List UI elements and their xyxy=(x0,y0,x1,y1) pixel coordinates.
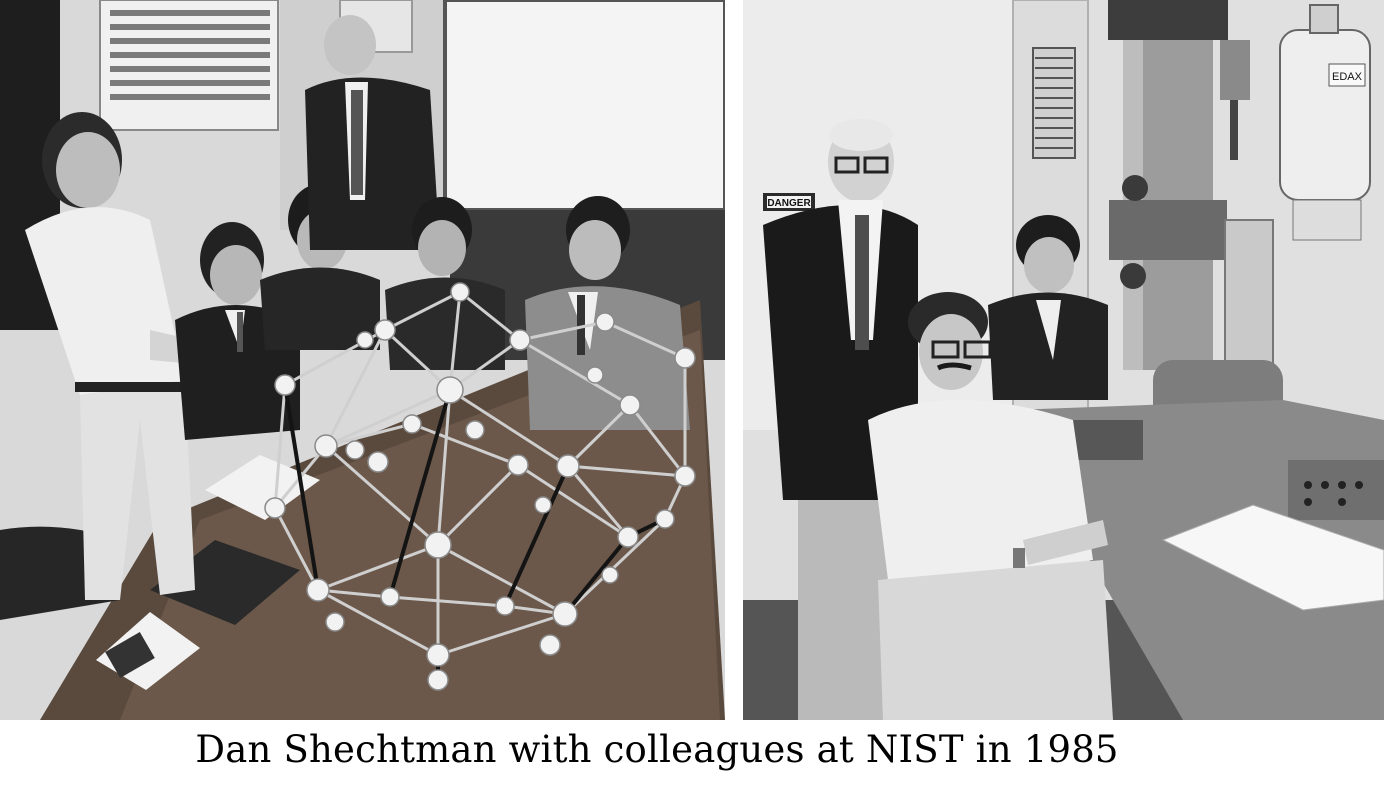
right-photo-microscope xyxy=(743,0,1384,720)
danger-sign xyxy=(763,193,815,211)
photo-caption: Dan Shechtman with colleagues at NIST in 1985 xyxy=(195,728,1119,771)
left-photo-group-with-model xyxy=(0,0,725,720)
periodic-table-poster xyxy=(100,0,278,130)
wall-vent xyxy=(1033,48,1075,158)
svg-text:EDAX: EDAX xyxy=(1332,71,1362,83)
svg-text:DANGER: DANGER xyxy=(767,198,811,209)
projection-screen xyxy=(445,0,725,210)
edax-detector-tank xyxy=(1280,5,1370,240)
